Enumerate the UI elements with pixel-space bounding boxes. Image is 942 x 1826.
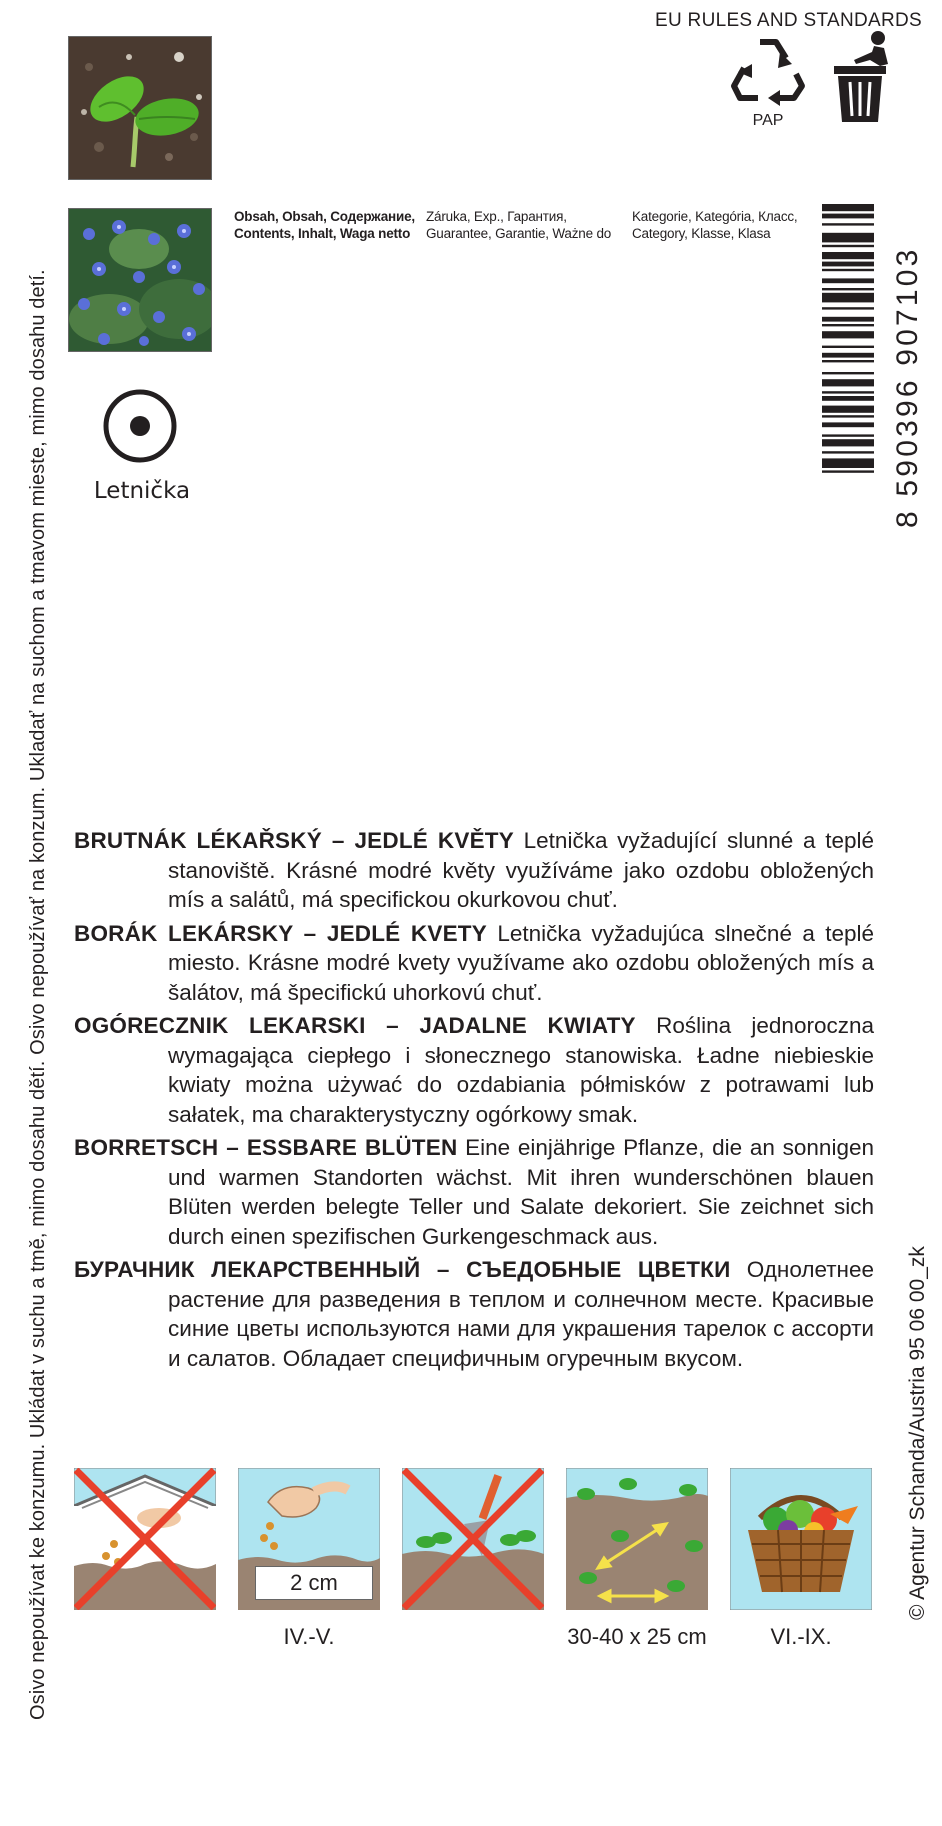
barcode-digits: 8 590396 907103 — [891, 246, 924, 528]
barcode-bar — [822, 252, 874, 259]
barcode-bar — [822, 422, 874, 427]
annual-circle-dot-icon — [102, 388, 178, 464]
barcode-bar — [822, 406, 874, 413]
seedling-photo — [68, 36, 212, 180]
description-text: Letnička vyžadujúca slnečné a teplé miesto. Krásne modré kvety využívame ako ozdobu obložených mís a šalátov, má špecifickú uhorkovú chuť. — [168, 920, 874, 1005]
barcode-bar — [822, 293, 874, 303]
barcode-bar — [822, 372, 874, 374]
barcode-bar — [822, 214, 874, 219]
barcode-bar — [822, 353, 874, 358]
description-pl — [74, 1011, 874, 1129]
barcode-bar — [822, 379, 874, 386]
annual-label: Letnička — [93, 478, 191, 504]
sowing-depth-label: 2 cm — [255, 1566, 373, 1600]
plant-spacing-pictogram — [566, 1468, 708, 1610]
barcode-bar — [822, 223, 874, 225]
barcode-bar — [822, 458, 874, 468]
barcode-bar — [822, 262, 874, 267]
barcode-bar — [822, 434, 874, 436]
barcode-bar — [822, 317, 874, 322]
description-ru — [74, 1255, 874, 1373]
barcode-bar — [822, 360, 874, 362]
contents-label: Obsah, Obsah, Содержание, Contents, Inhalt, Waga netto — [234, 209, 415, 241]
bin-icon — [826, 30, 902, 126]
sowing-time-label: IV.-V. — [283, 1624, 335, 1649]
description-text: Однолетнее растение для разведения в теплом и солнечном месте. Красивые синие цветы используются нами для украшения тарелок с ассорти и салатов. Обладает специфичным огуречным вкусом. — [168, 1257, 874, 1371]
description-cz — [74, 826, 874, 915]
barcode-bar — [822, 307, 874, 309]
recycle-icon — [730, 34, 806, 108]
barcode-bar — [822, 470, 874, 472]
barcode-bar — [822, 324, 874, 326]
description-list — [74, 826, 874, 1377]
barcode-bar — [822, 245, 874, 247]
guarantee-label: Záruka, Exp., Гарантия, Guarantee, Garantie, Ważne do — [426, 209, 612, 241]
barcode-bar — [822, 451, 874, 453]
pap-label: PAP — [752, 112, 784, 129]
barcode-bar — [822, 415, 874, 417]
description-heading: БУРАЧНИК ЛЕКАРСТВЕННЫЙ – СЪЕДОБНЫЕ ЦВЕТКИ — [74, 1257, 731, 1282]
harvest-basket-pictogram — [730, 1468, 872, 1610]
barcode-bar — [822, 278, 874, 283]
category-label: Kategorie, Kategória, Класс, Category, Klasse, Klasa — [632, 209, 798, 241]
barcode-bar — [822, 331, 874, 338]
description-text: Letnička vyžadující slunné a teplé stanoviště. Krásné modré květy využíváme jako ozdobu obložených mís a salátů, má specifickou okurkovou chuť. — [168, 828, 874, 912]
description-de — [74, 1133, 874, 1251]
description-sk — [74, 919, 874, 1008]
description-heading: BRUTNÁK LÉKAŘSKÝ – JEDLÉ KVĚTY — [74, 828, 514, 853]
no-indoor-sowing-pictogram — [74, 1468, 216, 1610]
description-text: Eine einjährige Pflanze, die an sonnigen und warmen Standorten wächst. Mit ihren wunderschönen blauen Blüten werden belegte Teller und Salate dekoriert. Sie zeichnet sich durch einen spezifischen Gurkengeschmack aus. — [168, 1135, 874, 1249]
borage-flowers-photo — [68, 208, 212, 352]
spacing-label: 30-40 x 25 cm — [567, 1624, 707, 1649]
side-copyright-code: © Agentur Schanda/Austria 95 06 00_zk — [906, 1246, 929, 1620]
description-heading: BORÁK LEKÁRSKY – JEDLÉ KVETY — [74, 920, 487, 946]
barcode-bar — [822, 391, 874, 393]
side-storage-note: Osivo nepoužívat ke konzumu. Ukládat v suchu a tmě, mimo dosahu dětí. Osivo nepoužívať na konzum. Ukladať na suchom a tmavom mieste, mimo dosahu detí. — [27, 269, 49, 1720]
barcode-bar — [822, 288, 874, 290]
barcode-bar — [822, 396, 874, 401]
description-heading: BORRETSCH – ESSBARE BLÜTEN — [74, 1135, 458, 1160]
description-heading: OGÓRECZNIK LEKARSKI – JADALNE KWIATY — [74, 1013, 636, 1038]
harvest-time-label: VI.-IX. — [770, 1624, 832, 1649]
barcode-bar — [822, 204, 874, 211]
barcode-bar — [822, 269, 874, 271]
eu-rules-title: EU RULES AND STANDARDS — [654, 10, 922, 31]
no-transplanting-pictogram — [402, 1468, 544, 1610]
description-text: Roślina jednoroczna wymagająca ciepłego i słonecznego stanowiska. Ładne niebieskie kwiaty można używać do ozdabiania półmisków z potrawami lub sałatek, ma charakterystyczny ogórkowy smak. — [168, 1013, 874, 1127]
barcode-bar — [822, 346, 874, 348]
barcode — [822, 204, 874, 500]
barcode-bar — [822, 439, 874, 446]
barcode-bar — [822, 233, 874, 243]
